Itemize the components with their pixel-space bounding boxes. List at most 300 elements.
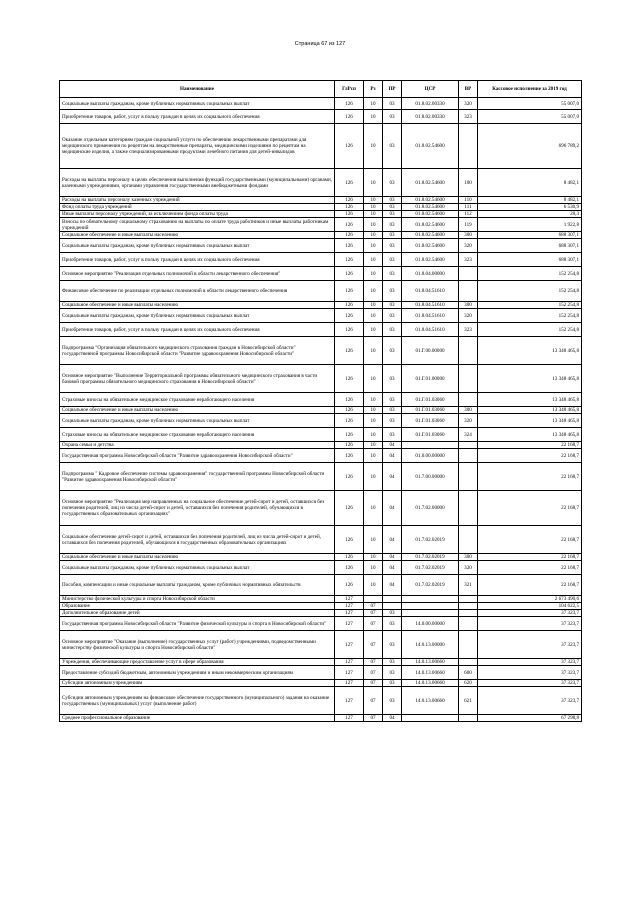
cell-pr: 03 (383, 365, 402, 393)
table-row (60, 442, 582, 449)
cell-rz: 07 (364, 617, 383, 631)
cell-amt: 13 348 465,8 (478, 337, 582, 365)
cell-name: Расходы на выплаты персоналу казенных учреждений (60, 197, 335, 204)
cell-vr: 112 (459, 211, 478, 218)
cell-gl: 126 (335, 365, 364, 393)
cell-pr: 03 (383, 211, 402, 218)
cell-name: Основное мероприятие "Реализация мер направленных на социальное обеспечение детей-сирот и детей, оставшихся без попечения родителей, лиц из числа детей-сирот и детей, оставшихся без попечения родителей, обучающихся в государственных образовательных организациях" (60, 491, 335, 526)
table-row (60, 596, 582, 603)
cell-vr (459, 617, 478, 631)
table-body (60, 98, 582, 722)
cell-amt: 13 348 465,8 (478, 393, 582, 407)
cell-gl: 126 (335, 232, 364, 239)
cell-gl: 126 (335, 267, 364, 281)
cell-vr: 100 (459, 169, 478, 197)
table-row (60, 337, 582, 365)
cell-rz: 07 (364, 666, 383, 680)
cell-amt: 688 307,1 (478, 239, 582, 253)
cell-rz: 10 (364, 211, 383, 218)
cell-amt: 37 323,7 (478, 680, 582, 687)
cell-rz: 07 (364, 631, 383, 659)
cell-pr (383, 596, 402, 603)
table-row (60, 407, 582, 414)
cell-gl: 127 (335, 680, 364, 687)
table-row (60, 666, 582, 680)
cell-rz: 10 (364, 98, 383, 110)
table-row (60, 218, 582, 232)
cell-name: Социальные выплаты гражданам, кроме публичных нормативных социальных выплат (60, 561, 335, 575)
table-row (60, 631, 582, 659)
table-row (60, 603, 582, 610)
cell-csr: 01.8.02.54600 (402, 218, 459, 232)
cell-name: Основное мероприятие "Оказание (выполнение) государственных услуг (работ) учреждениями, подведомственными министерству физической культуры и спорта Новосибирской области" (60, 631, 335, 659)
cell-vr (459, 281, 478, 302)
cell-vr (459, 610, 478, 617)
page-number-label: Страница 67 из 127 (294, 41, 346, 47)
cell-rz: 07 (364, 680, 383, 687)
cell-amt: 6 530,9 (478, 204, 582, 211)
cell-name: Государственная программа Новосибирской области "Развитие здравоохранения Новосибирской области" (60, 449, 335, 463)
cell-gl: 126 (335, 218, 364, 232)
cell-csr: 01.8.04.51610 (402, 281, 459, 302)
cell-gl: 126 (335, 491, 364, 526)
cell-csr: 01.8.04.00000 (402, 267, 459, 281)
cell-gl: 126 (335, 526, 364, 554)
cell-amt: 67 298,8 (478, 715, 582, 722)
cell-amt: 688 307,1 (478, 253, 582, 267)
cell-vr (459, 603, 478, 610)
cell-pr: 03 (383, 169, 402, 197)
cell-amt: 13 348 465,8 (478, 365, 582, 393)
cell-amt: 22 168,7 (478, 561, 582, 575)
cell-amt: 37 323,7 (478, 666, 582, 680)
cell-gl: 127 (335, 610, 364, 617)
cell-rz: 10 (364, 204, 383, 211)
cell-amt: 37 323,7 (478, 659, 582, 666)
cell-csr: 14.0.00.00000 (402, 617, 459, 631)
cell-csr: 01.Г.01.03060 (402, 414, 459, 428)
table-row (60, 414, 582, 428)
cell-gl: 127 (335, 666, 364, 680)
cell-gl: 127 (335, 715, 364, 722)
table-header-row (60, 81, 582, 98)
cell-pr: 03 (383, 323, 402, 337)
cell-amt: 152 254,8 (478, 281, 582, 302)
cell-rz: 10 (364, 124, 383, 169)
cell-amt: 22 168,7 (478, 442, 582, 449)
column-header-vr: ВР (459, 81, 478, 98)
cell-csr: 01.8.02.54600 (402, 197, 459, 204)
cell-amt: 13 348 465,8 (478, 414, 582, 428)
cell-amt: 22 168,7 (478, 463, 582, 491)
cell-name: Расходы на выплаты персоналу в целях обеспечения выполнения функций государственными (муниципальными) органами, казенными учреждениями, органами управления государственными внебюджетными фондами (60, 169, 335, 197)
cell-rz: 10 (364, 526, 383, 554)
cell-name: Подпрограмма " Кадровое обеспечение системы здравоохранения" государственной программы Новосибирской области "Развитие здравоохранения Новосибирской области" (60, 463, 335, 491)
cell-csr: 01.8.02.54600 (402, 204, 459, 211)
cell-name: Образование (60, 603, 335, 610)
cell-rz: 07 (364, 610, 383, 617)
cell-pr: 03 (383, 617, 402, 631)
cell-name: Социальное обеспечение и иные выплаты населению (60, 302, 335, 309)
cell-csr (402, 442, 459, 449)
cell-amt: 37 323,7 (478, 687, 582, 715)
cell-csr: 01.8.02.54600 (402, 232, 459, 239)
table-row (60, 463, 582, 491)
cell-name: Приобретение товаров, работ, услуг в пользу граждан в целях их социального обеспечения (60, 110, 335, 124)
cell-pr: 03 (383, 309, 402, 323)
cell-rz: 10 (364, 561, 383, 575)
cell-csr: 01.7.02.02019 (402, 526, 459, 554)
cell-vr: 621 (459, 687, 478, 715)
cell-amt: 152 254,8 (478, 302, 582, 309)
cell-gl: 126 (335, 309, 364, 323)
cell-rz: 10 (364, 239, 383, 253)
cell-amt: 37 323,7 (478, 617, 582, 631)
cell-name: Министерство физической культуры и спорта Новосибирской области (60, 596, 335, 603)
table-row (60, 491, 582, 526)
cell-vr: 320 (459, 561, 478, 575)
cell-name: Государственная программа Новосибирской области "Развитие физической культуры и спорта в Новосибирской области" (60, 617, 335, 631)
cell-csr: 01.8.02.00330 (402, 98, 459, 110)
cell-csr: 01.7.00.00000 (402, 463, 459, 491)
cell-gl: 126 (335, 449, 364, 463)
cell-gl: 126 (335, 428, 364, 442)
cell-csr: 14.0.13.00660 (402, 659, 459, 666)
cell-name: Дополнительное образование детей (60, 610, 335, 617)
cell-vr: 111 (459, 204, 478, 211)
cell-vr: 620 (459, 680, 478, 687)
cell-amt: 152 254,8 (478, 309, 582, 323)
cell-rz: 10 (364, 554, 383, 561)
cell-gl: 126 (335, 253, 364, 267)
cell-gl: 126 (335, 211, 364, 218)
table-row (60, 204, 582, 211)
cell-name: Приобретение товаров, работ, услуг в пользу граждан в целях их социального обеспечения (60, 253, 335, 267)
cell-rz: 10 (364, 575, 383, 596)
cell-gl: 126 (335, 110, 364, 124)
cell-rz: 07 (364, 659, 383, 666)
cell-rz: 10 (364, 218, 383, 232)
table-row (60, 281, 582, 302)
cell-vr (459, 526, 478, 554)
cell-pr: 03 (383, 98, 402, 110)
cell-csr: 01.Г.01.03060 (402, 428, 459, 442)
cell-name: Среднее профессиональное образование (60, 715, 335, 722)
cell-csr: 01.7.02.00000 (402, 491, 459, 526)
cell-gl: 126 (335, 169, 364, 197)
cell-gl: 126 (335, 575, 364, 596)
cell-rz: 10 (364, 407, 383, 414)
cell-amt: 22 168,7 (478, 526, 582, 554)
cell-vr: 324 (459, 428, 478, 442)
cell-pr: 03 (383, 659, 402, 666)
cell-gl: 127 (335, 631, 364, 659)
cell-rz: 10 (364, 253, 383, 267)
cell-pr: 03 (383, 253, 402, 267)
cell-csr: 01.8.02.54600 (402, 169, 459, 197)
table-row (60, 302, 582, 309)
cell-vr: 300 (459, 554, 478, 561)
cell-gl: 127 (335, 617, 364, 631)
cell-vr: 320 (459, 309, 478, 323)
cell-name: Взносы по обязательному социальному страхованию на выплаты по оплате труда работников и иные выплаты работникам учреждений (60, 218, 335, 232)
table-row (60, 428, 582, 442)
table-row (60, 610, 582, 617)
table-row (60, 680, 582, 687)
cell-name: Страховые взносы на обязательное медицинское страхование неработающего населения (60, 393, 335, 407)
cell-csr: 14.0.13.00000 (402, 631, 459, 659)
budget-execution-table (59, 80, 582, 722)
cell-gl: 126 (335, 281, 364, 302)
table-row (60, 232, 582, 239)
cell-gl: 126 (335, 239, 364, 253)
cell-gl: 126 (335, 442, 364, 449)
cell-vr: 110 (459, 197, 478, 204)
cell-pr: 03 (383, 110, 402, 124)
cell-gl: 127 (335, 596, 364, 603)
cell-rz: 10 (364, 197, 383, 204)
table-row (60, 309, 582, 323)
cell-pr: 04 (383, 575, 402, 596)
cell-amt: 22 168,7 (478, 449, 582, 463)
cell-pr: 03 (383, 414, 402, 428)
cell-rz: 10 (364, 393, 383, 407)
cell-rz: 10 (364, 110, 383, 124)
cell-rz: 10 (364, 232, 383, 239)
cell-vr: 300 (459, 407, 478, 414)
table-row (60, 110, 582, 124)
cell-vr (459, 442, 478, 449)
cell-pr: 03 (383, 680, 402, 687)
cell-pr: 03 (383, 428, 402, 442)
cell-name: Основное мероприятие "Выполнение Территориальной программы обязательного медицинского страхования в части базовой программы обязательного медицинского страхования в Новосибирской области" (60, 365, 335, 393)
table-row (60, 169, 582, 197)
table-row (60, 393, 582, 407)
cell-gl: 126 (335, 124, 364, 169)
cell-name: Социальные выплаты гражданам, кроме публичных нормативных социальных выплат (60, 414, 335, 428)
cell-pr: 03 (383, 666, 402, 680)
cell-csr: 14.0.13.00660 (402, 687, 459, 715)
cell-name: Учреждения, обеспечивающие предоставление услуг в сфере образования (60, 659, 335, 666)
cell-csr: 14.0.13.00660 (402, 666, 459, 680)
table-row (60, 526, 582, 554)
cell-rz: 10 (364, 267, 383, 281)
cell-name: Подпрограмма "Организация обязательного медицинского страхования граждан в Новосибирской области" государственной программы Новосибирской области "Развитие здравоохранения Новосибирской области" (60, 337, 335, 365)
cell-rz: 10 (364, 337, 383, 365)
table-row (60, 687, 582, 715)
table-row (60, 554, 582, 561)
cell-vr (459, 491, 478, 526)
cell-amt: 28,3 (478, 211, 582, 218)
cell-csr: 01.Г.01.03060 (402, 407, 459, 414)
cell-csr: 01.8.02.54600 (402, 253, 459, 267)
cell-amt: 152 254,8 (478, 267, 582, 281)
column-header-pr: ПР (383, 81, 402, 98)
cell-name: Субсидии автономным учреждениям (60, 680, 335, 687)
cell-amt: 8 482,1 (478, 169, 582, 197)
cell-vr: 323 (459, 110, 478, 124)
cell-gl: 126 (335, 407, 364, 414)
cell-vr (459, 659, 478, 666)
cell-csr: 01.0.00.00000 (402, 449, 459, 463)
cell-name: Предоставление субсидий бюджетным, автономным учреждениям и иным некоммерческим организациям (60, 666, 335, 680)
cell-pr: 03 (383, 610, 402, 617)
cell-pr: 03 (383, 267, 402, 281)
table-row (60, 211, 582, 218)
cell-pr: 03 (383, 218, 402, 232)
cell-vr (459, 365, 478, 393)
column-header-rz: Рз (364, 81, 383, 98)
cell-rz: 07 (364, 687, 383, 715)
cell-vr (459, 463, 478, 491)
cell-name: Охрана семьи и детства (60, 442, 335, 449)
cell-rz: 10 (364, 449, 383, 463)
cell-pr: 03 (383, 687, 402, 715)
cell-gl: 126 (335, 463, 364, 491)
cell-pr: 03 (383, 281, 402, 302)
cell-gl: 126 (335, 393, 364, 407)
cell-pr: 04 (383, 554, 402, 561)
table-row (60, 617, 582, 631)
cell-amt: 55 007,0 (478, 110, 582, 124)
cell-csr: 01.7.02.02019 (402, 561, 459, 575)
cell-vr: 300 (459, 302, 478, 309)
cell-vr: 300 (459, 232, 478, 239)
cell-vr: 323 (459, 323, 478, 337)
cell-rz: 10 (364, 309, 383, 323)
cell-vr: 320 (459, 98, 478, 110)
cell-vr (459, 715, 478, 722)
cell-name: Фонд оплаты труда учреждений (60, 204, 335, 211)
cell-csr (402, 715, 459, 722)
cell-rz: 10 (364, 414, 383, 428)
cell-vr (459, 267, 478, 281)
table-row (60, 197, 582, 204)
cell-gl: 126 (335, 197, 364, 204)
table-row (60, 575, 582, 596)
cell-vr (459, 596, 478, 603)
column-header-glrsp: ГлРсп (335, 81, 364, 98)
cell-csr: 14.0.13.00660 (402, 680, 459, 687)
cell-amt: 1 922,8 (478, 218, 582, 232)
cell-gl: 127 (335, 659, 364, 666)
cell-pr: 04 (383, 463, 402, 491)
cell-rz: 10 (364, 169, 383, 197)
cell-gl: 127 (335, 603, 364, 610)
cell-amt: 696 789,2 (478, 124, 582, 169)
cell-vr (459, 449, 478, 463)
cell-csr (402, 603, 459, 610)
table-row (60, 659, 582, 666)
cell-rz: 10 (364, 428, 383, 442)
cell-vr: 600 (459, 666, 478, 680)
cell-gl: 126 (335, 323, 364, 337)
table-row (60, 715, 582, 722)
cell-name: Иные выплаты персоналу учреждений, за исключением фонда оплаты труда (60, 211, 335, 218)
cell-csr: 01.Г.01.00000 (402, 365, 459, 393)
cell-rz: 10 (364, 323, 383, 337)
cell-csr: 01.Г.01.03060 (402, 393, 459, 407)
cell-name: Пособия, компенсации и иные социальные выплаты гражданам, кроме публичных нормативных обязательств (60, 575, 335, 596)
cell-amt: 2 673 490,6 (478, 596, 582, 603)
cell-vr (459, 124, 478, 169)
cell-rz: 10 (364, 302, 383, 309)
cell-csr: 01.8.04.51610 (402, 302, 459, 309)
cell-csr: 01.8.02.54600 (402, 211, 459, 218)
cell-amt: 22 168,7 (478, 554, 582, 561)
cell-pr: 04 (383, 442, 402, 449)
cell-rz: 10 (364, 491, 383, 526)
cell-pr: 03 (383, 124, 402, 169)
cell-name: Приобретение товаров, работ, услуг в пользу граждан в целях их социального обеспечения (60, 323, 335, 337)
cell-gl: 126 (335, 302, 364, 309)
cell-csr: 01.8.02.54600 (402, 239, 459, 253)
cell-pr: 03 (383, 407, 402, 414)
cell-pr: 04 (383, 491, 402, 526)
cell-amt: 13 348 465,8 (478, 407, 582, 414)
table-row (60, 124, 582, 169)
cell-pr: 03 (383, 197, 402, 204)
cell-amt: 104 622,5 (478, 603, 582, 610)
cell-amt: 37 323,7 (478, 631, 582, 659)
cell-amt: 688 307,1 (478, 232, 582, 239)
cell-gl: 126 (335, 98, 364, 110)
cell-amt: 13 348 465,8 (478, 428, 582, 442)
cell-vr (459, 393, 478, 407)
cell-name: Социальные выплаты гражданам, кроме публичных нормативных социальных выплат (60, 239, 335, 253)
cell-csr (402, 610, 459, 617)
cell-csr: 01.8.04.51610 (402, 323, 459, 337)
cell-name: Социальные выплаты гражданам, кроме публичных нормативных социальных выплат (60, 309, 335, 323)
table-row (60, 267, 582, 281)
cell-csr: 01.7.02.02019 (402, 554, 459, 561)
table-row (60, 98, 582, 110)
cell-csr: 01.7.02.02019 (402, 575, 459, 596)
cell-vr: 320 (459, 414, 478, 428)
cell-csr: 01.8.02.00330 (402, 110, 459, 124)
cell-name: Социальное обеспечение детей-сирот и детей, оставшихся без попечения родителей, лиц из числа детей-сирот и детей, оставшихся без попечения родителей, обучающихся в государственных образовательных организациях (60, 526, 335, 554)
cell-csr: 01.Г.00.00000 (402, 337, 459, 365)
cell-csr: 01.8.02.54600 (402, 124, 459, 169)
cell-rz: 10 (364, 281, 383, 302)
cell-pr: 03 (383, 393, 402, 407)
cell-amt: 22 168,7 (478, 491, 582, 526)
cell-pr: 04 (383, 526, 402, 554)
cell-amt: 152 254,8 (478, 323, 582, 337)
cell-rz (364, 596, 383, 603)
table-row (60, 239, 582, 253)
cell-gl: 126 (335, 561, 364, 575)
cell-gl: 126 (335, 204, 364, 211)
cell-csr (402, 596, 459, 603)
table-row (60, 253, 582, 267)
cell-pr (383, 603, 402, 610)
cell-name: Социальные выплаты гражданам, кроме публичных нормативных социальных выплат (60, 98, 335, 110)
table-row (60, 561, 582, 575)
table-row (60, 449, 582, 463)
cell-pr: 03 (383, 204, 402, 211)
cell-vr: 323 (459, 253, 478, 267)
cell-name: Социальное обеспечение и иные выплаты населению (60, 232, 335, 239)
cell-name: Основное мероприятие "Реализация отдельных полномочий в области лекарственного обеспечения" (60, 267, 335, 281)
cell-rz: 10 (364, 365, 383, 393)
column-header-csr: ЦСР (402, 81, 459, 98)
cell-gl: 126 (335, 554, 364, 561)
cell-name: Социальное обеспечение и иные выплаты населению (60, 554, 335, 561)
table-row (60, 323, 582, 337)
cell-gl: 127 (335, 687, 364, 715)
column-header-amount: Кассовое исполнение за 2019 год (478, 81, 582, 98)
